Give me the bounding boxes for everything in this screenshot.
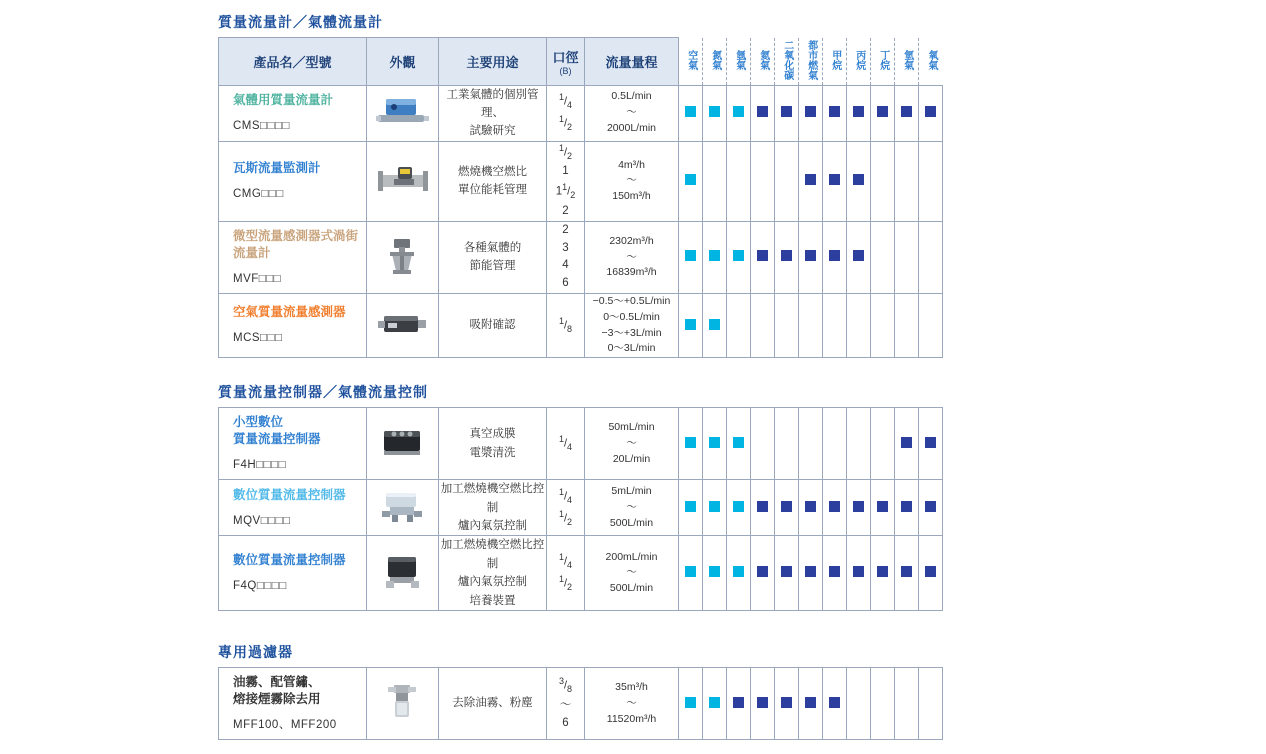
support-marker <box>781 501 792 512</box>
support-marker <box>901 106 912 117</box>
support-marker <box>733 697 744 708</box>
support-marker <box>685 501 696 512</box>
support-marker <box>877 174 888 185</box>
support-marker <box>901 437 912 448</box>
gas-support-cell <box>895 668 919 740</box>
gas-support-cell <box>919 536 943 611</box>
support-marker <box>805 566 816 577</box>
support-marker <box>709 501 720 512</box>
product-model: F4H□□□□ <box>233 458 287 471</box>
table-row <box>219 536 943 611</box>
support-marker <box>757 566 768 577</box>
gas-support-cell <box>751 408 775 480</box>
product-use-cell: 去除油霧、粉塵 <box>439 668 547 740</box>
gas-support-cell <box>847 408 871 480</box>
col-header-gas-oxygen: 氧氣 <box>919 38 943 86</box>
gas-support-cell <box>919 294 943 358</box>
section-mass-flow-controllers <box>218 382 943 611</box>
support-marker <box>733 566 744 577</box>
gas-support-cell <box>703 85 727 141</box>
support-marker <box>853 566 864 577</box>
product-range-cell: 200mL/min 〜 500L/min <box>585 536 679 611</box>
gas-support-cell <box>703 408 727 480</box>
support-marker <box>877 437 888 448</box>
product-range-cell: 5mL/min 〜 500L/min <box>585 480 679 536</box>
product-diameter-cell: $^1/_2$ 1 $1^1/_2$ 2 <box>547 141 585 221</box>
col-header-name: 產品名／型號 <box>219 38 367 86</box>
support-marker <box>925 437 936 448</box>
table-row <box>219 294 943 358</box>
gas-support-cell <box>751 141 775 221</box>
gas-support-cell <box>871 141 895 221</box>
support-marker <box>925 106 936 117</box>
gas-support-cell <box>799 294 823 358</box>
gas-support-cell <box>919 141 943 221</box>
gas-support-cell <box>919 221 943 293</box>
gas-support-cell <box>727 221 751 293</box>
support-marker <box>781 106 792 117</box>
support-marker <box>853 501 864 512</box>
gas-support-cell <box>871 294 895 358</box>
col-header-range: 流量量程 <box>585 38 679 86</box>
table-row <box>219 141 943 221</box>
support-marker <box>901 697 912 708</box>
gas-support-cell <box>823 668 847 740</box>
gas-support-cell <box>895 85 919 141</box>
gas-support-cell <box>751 221 775 293</box>
section-mass-flow-meters <box>218 12 943 358</box>
support-marker <box>901 319 912 330</box>
section-title: 質量流量計／氣體流量計 <box>218 14 383 30</box>
table-body-section-0 <box>219 85 943 358</box>
support-marker <box>877 319 888 330</box>
product-range-cell: 35m³/h 〜 11520m³/h <box>585 668 679 740</box>
support-marker <box>733 106 744 117</box>
support-marker <box>877 501 888 512</box>
support-marker <box>685 174 696 185</box>
gas-support-cell <box>775 480 799 536</box>
support-marker <box>925 501 936 512</box>
support-marker <box>709 250 720 261</box>
support-marker <box>709 566 720 577</box>
gas-support-cell <box>823 221 847 293</box>
product-use-cell: 真空成膜 電漿清洗 <box>439 408 547 480</box>
gas-support-cell <box>871 85 895 141</box>
support-marker <box>781 250 792 261</box>
gas-support-cell <box>799 536 823 611</box>
product-use-cell: 燃燒機空燃比 單位能耗管理 <box>439 141 547 221</box>
gas-support-cell <box>919 408 943 480</box>
gas-support-cell <box>823 294 847 358</box>
support-marker <box>853 106 864 117</box>
gas-support-cell <box>847 668 871 740</box>
support-marker <box>805 174 816 185</box>
support-marker <box>829 566 840 577</box>
support-marker <box>901 174 912 185</box>
support-marker <box>685 697 696 708</box>
col-header-appearance: 外觀 <box>367 38 439 86</box>
gas-support-cell <box>919 85 943 141</box>
col-header-gas-air: 空氣 <box>679 38 703 86</box>
gas-support-cell <box>751 294 775 358</box>
gas-support-cell <box>703 221 727 293</box>
gas-support-cell <box>895 221 919 293</box>
gas-support-cell <box>871 480 895 536</box>
col-header-gas-argon: 氬氣 <box>727 38 751 86</box>
product-range-cell: 2302m³/h 〜 16839m³/h <box>585 221 679 293</box>
table-row <box>219 221 943 293</box>
gas-support-cell <box>895 536 919 611</box>
inline-gas-meter-icon <box>367 141 439 221</box>
air-mass-flow-sensor-icon <box>367 294 439 358</box>
col-header-gas-nitrogen: 氮氣 <box>703 38 727 86</box>
support-marker <box>853 319 864 330</box>
gas-support-cell <box>679 668 703 740</box>
support-marker <box>925 319 936 330</box>
support-marker <box>829 319 840 330</box>
gas-support-cell <box>847 294 871 358</box>
gas-support-cell <box>727 408 751 480</box>
digital-mfc-valve-icon <box>367 480 439 536</box>
gas-support-cell <box>775 221 799 293</box>
product-model: CMG□□□ <box>233 187 284 200</box>
support-marker <box>757 501 768 512</box>
product-model: F4Q□□□□ <box>233 579 287 592</box>
support-marker <box>877 106 888 117</box>
support-marker <box>709 437 720 448</box>
gas-support-cell <box>847 221 871 293</box>
product-title: 瓦斯流量監測計 <box>233 161 321 176</box>
section-title: 專用過濾器 <box>218 644 293 660</box>
gas-support-cell <box>727 668 751 740</box>
product-name-cell <box>219 408 367 480</box>
gas-support-cell <box>775 141 799 221</box>
support-marker <box>853 250 864 261</box>
product-name-cell <box>219 536 367 611</box>
section-filters <box>218 642 943 740</box>
product-name-cell <box>219 141 367 221</box>
support-marker <box>733 319 744 330</box>
support-marker <box>733 250 744 261</box>
gas-support-cell <box>679 141 703 221</box>
gas-support-cell <box>799 668 823 740</box>
product-diameter-cell: $^1/_4$ $^1/_2$ <box>547 536 585 611</box>
gas-support-cell <box>727 294 751 358</box>
gas-support-cell <box>799 141 823 221</box>
digital-mfc-block-icon <box>367 536 439 611</box>
support-marker <box>901 250 912 261</box>
product-use-cell: 各種氣體的 節能管理 <box>439 221 547 293</box>
support-marker <box>733 437 744 448</box>
support-marker <box>925 174 936 185</box>
support-marker <box>757 437 768 448</box>
support-marker <box>805 319 816 330</box>
gas-support-cell <box>919 668 943 740</box>
support-marker <box>757 250 768 261</box>
support-marker <box>685 566 696 577</box>
support-marker <box>733 501 744 512</box>
product-model: MQV□□□□ <box>233 514 291 527</box>
gas-support-cell <box>679 294 703 358</box>
support-marker <box>709 106 720 117</box>
support-marker <box>781 437 792 448</box>
gas-support-cell <box>751 668 775 740</box>
support-marker <box>781 174 792 185</box>
gas-support-cell <box>799 480 823 536</box>
gas-support-cell <box>871 536 895 611</box>
product-diameter-cell: $^1/_4$ $^1/_2$ <box>547 480 585 536</box>
product-name-cell <box>219 85 367 141</box>
col-header-gas-hydrogen: 氫氣 <box>895 38 919 86</box>
support-marker <box>805 437 816 448</box>
gas-support-cell <box>823 85 847 141</box>
gas-support-cell <box>775 536 799 611</box>
support-marker <box>781 319 792 330</box>
support-marker <box>925 566 936 577</box>
gas-support-cell <box>775 668 799 740</box>
gas-support-cell <box>871 668 895 740</box>
support-marker <box>829 697 840 708</box>
gas-support-cell <box>799 85 823 141</box>
support-marker <box>709 319 720 330</box>
support-marker <box>709 174 720 185</box>
product-name-cell <box>219 480 367 536</box>
support-marker <box>757 106 768 117</box>
product-use-cell: 加工燃燒機空燃比控制 爐內氣氛控制 <box>439 480 547 536</box>
support-marker <box>877 697 888 708</box>
product-diameter-cell: $^1/_8$ <box>547 294 585 358</box>
product-title: 數位質量流量控制器 <box>233 553 346 568</box>
gas-support-cell <box>871 408 895 480</box>
support-marker <box>733 174 744 185</box>
product-title: 氣體用質量流量計 <box>233 92 334 107</box>
support-marker <box>781 697 792 708</box>
product-diameter-cell: $^1/_4$ <box>547 408 585 480</box>
table-row <box>219 85 943 141</box>
col-header-use: 主要用途 <box>439 38 547 86</box>
product-range-cell: 50mL/min 〜 20L/min <box>585 408 679 480</box>
gas-support-cell <box>895 141 919 221</box>
product-use-cell: 加工燃燒機空燃比控制 爐內氣氛控制 培養裝置 <box>439 536 547 611</box>
product-name-cell <box>219 221 367 293</box>
product-name-cell <box>219 294 367 358</box>
col-header-gas-city: 都市燃氣 <box>799 38 823 86</box>
product-title: 空氣質量流量感測器 <box>233 305 346 320</box>
gas-support-cell <box>895 294 919 358</box>
support-marker <box>805 106 816 117</box>
product-name-cell <box>219 668 367 740</box>
support-marker <box>805 697 816 708</box>
gas-support-cell <box>847 536 871 611</box>
gas-support-cell <box>895 480 919 536</box>
gas-support-cell <box>847 141 871 221</box>
support-marker <box>685 250 696 261</box>
support-marker <box>925 250 936 261</box>
product-diameter-cell: $^1/_4$ $^1/_2$ <box>547 85 585 141</box>
gas-support-cell <box>703 536 727 611</box>
gas-support-cell <box>823 141 847 221</box>
spec-table <box>218 37 943 358</box>
table-row <box>219 668 943 740</box>
filter-unit-icon <box>367 668 439 740</box>
support-marker <box>853 697 864 708</box>
gas-support-cell <box>823 480 847 536</box>
support-marker <box>853 437 864 448</box>
gas-support-cell <box>919 480 943 536</box>
product-range-cell: −0.5〜+0.5L/min 0〜0.5L/min −3〜+3L/min 0〜3L/min <box>585 294 679 358</box>
support-marker <box>829 106 840 117</box>
col-header-diameter: 口徑 (B) <box>547 38 585 86</box>
support-marker <box>757 174 768 185</box>
product-title: 油霧、配管鏽、 熔接煙霧除去用 <box>233 675 321 706</box>
table-body-section-1 <box>219 408 943 611</box>
gas-support-cell <box>727 536 751 611</box>
support-marker <box>757 697 768 708</box>
product-title: 數位質量流量控制器 <box>233 487 346 502</box>
support-marker <box>829 501 840 512</box>
gas-support-cell <box>679 536 703 611</box>
gas-support-cell <box>823 536 847 611</box>
gas-support-cell <box>775 85 799 141</box>
gas-support-cell <box>799 408 823 480</box>
support-marker <box>781 566 792 577</box>
gas-support-cell <box>703 141 727 221</box>
gas-support-cell <box>751 536 775 611</box>
gas-support-cell <box>679 85 703 141</box>
support-marker <box>805 250 816 261</box>
compact-digital-mfc-icon <box>367 408 439 480</box>
gas-support-cell <box>895 408 919 480</box>
product-model: MFF100、MFF200 <box>233 718 337 731</box>
section-title: 質量流量控制器／氣體流量控制 <box>218 384 428 400</box>
gas-support-cell <box>847 85 871 141</box>
vortex-flow-meter-icon <box>367 221 439 293</box>
col-header-gas-helium: 氦氣 <box>751 38 775 86</box>
gas-support-cell <box>871 221 895 293</box>
support-marker <box>925 697 936 708</box>
gas-support-cell <box>775 294 799 358</box>
gas-support-cell <box>775 408 799 480</box>
gas-support-cell <box>703 294 727 358</box>
gas-support-cell <box>751 85 775 141</box>
gas-support-cell <box>703 668 727 740</box>
product-model: CMS□□□□ <box>233 119 290 132</box>
gas-support-cell <box>703 480 727 536</box>
gas-support-cell <box>847 480 871 536</box>
gas-support-cell <box>799 221 823 293</box>
support-marker <box>685 319 696 330</box>
col-header-gas-methane: 甲烷 <box>823 38 847 86</box>
support-marker <box>877 566 888 577</box>
support-marker <box>853 174 864 185</box>
table-body-section-2 <box>219 668 943 740</box>
product-model: MCS□□□ <box>233 332 283 345</box>
gas-support-cell <box>679 408 703 480</box>
support-marker <box>829 174 840 185</box>
flow-meter-blue-box-icon <box>367 85 439 141</box>
support-marker <box>757 319 768 330</box>
col-header-gas-propane: 丙烷 <box>847 38 871 86</box>
support-marker <box>901 501 912 512</box>
spec-table <box>218 667 943 740</box>
product-range-cell: 4m³/h 〜 150m³/h <box>585 141 679 221</box>
gas-support-cell <box>679 221 703 293</box>
gas-support-cell <box>727 85 751 141</box>
product-range-cell: 0.5L/min 〜 2000L/min <box>585 85 679 141</box>
support-marker <box>685 106 696 117</box>
spec-table <box>218 407 943 611</box>
support-marker <box>709 697 720 708</box>
gas-support-cell <box>679 480 703 536</box>
support-marker <box>877 250 888 261</box>
gas-support-cell <box>823 408 847 480</box>
table-row <box>219 480 943 536</box>
support-marker <box>829 437 840 448</box>
product-use-cell: 工業氣體的個別管理、 試驗研究 <box>439 85 547 141</box>
gas-support-cell <box>727 480 751 536</box>
product-title: 微型流量感測器式渦街流量計 <box>233 228 359 260</box>
table-header-row <box>219 38 943 86</box>
product-model: MVF□□□ <box>233 272 282 285</box>
support-marker <box>805 501 816 512</box>
support-marker <box>685 437 696 448</box>
gas-support-cell <box>751 480 775 536</box>
support-marker <box>829 250 840 261</box>
product-diameter-cell: 2 3 4 6 <box>547 221 585 293</box>
col-header-gas-co2: 二氧化碳 <box>775 38 799 86</box>
product-title: 小型數位 質量流量控制器 <box>233 415 321 446</box>
table-row <box>219 408 943 480</box>
product-diameter-cell: $^3/_8$ 〜 6 <box>547 668 585 740</box>
support-marker <box>901 566 912 577</box>
gas-support-cell <box>727 141 751 221</box>
col-header-gas-butane: 丁烷 <box>871 38 895 86</box>
product-use-cell: 吸附確認 <box>439 294 547 358</box>
